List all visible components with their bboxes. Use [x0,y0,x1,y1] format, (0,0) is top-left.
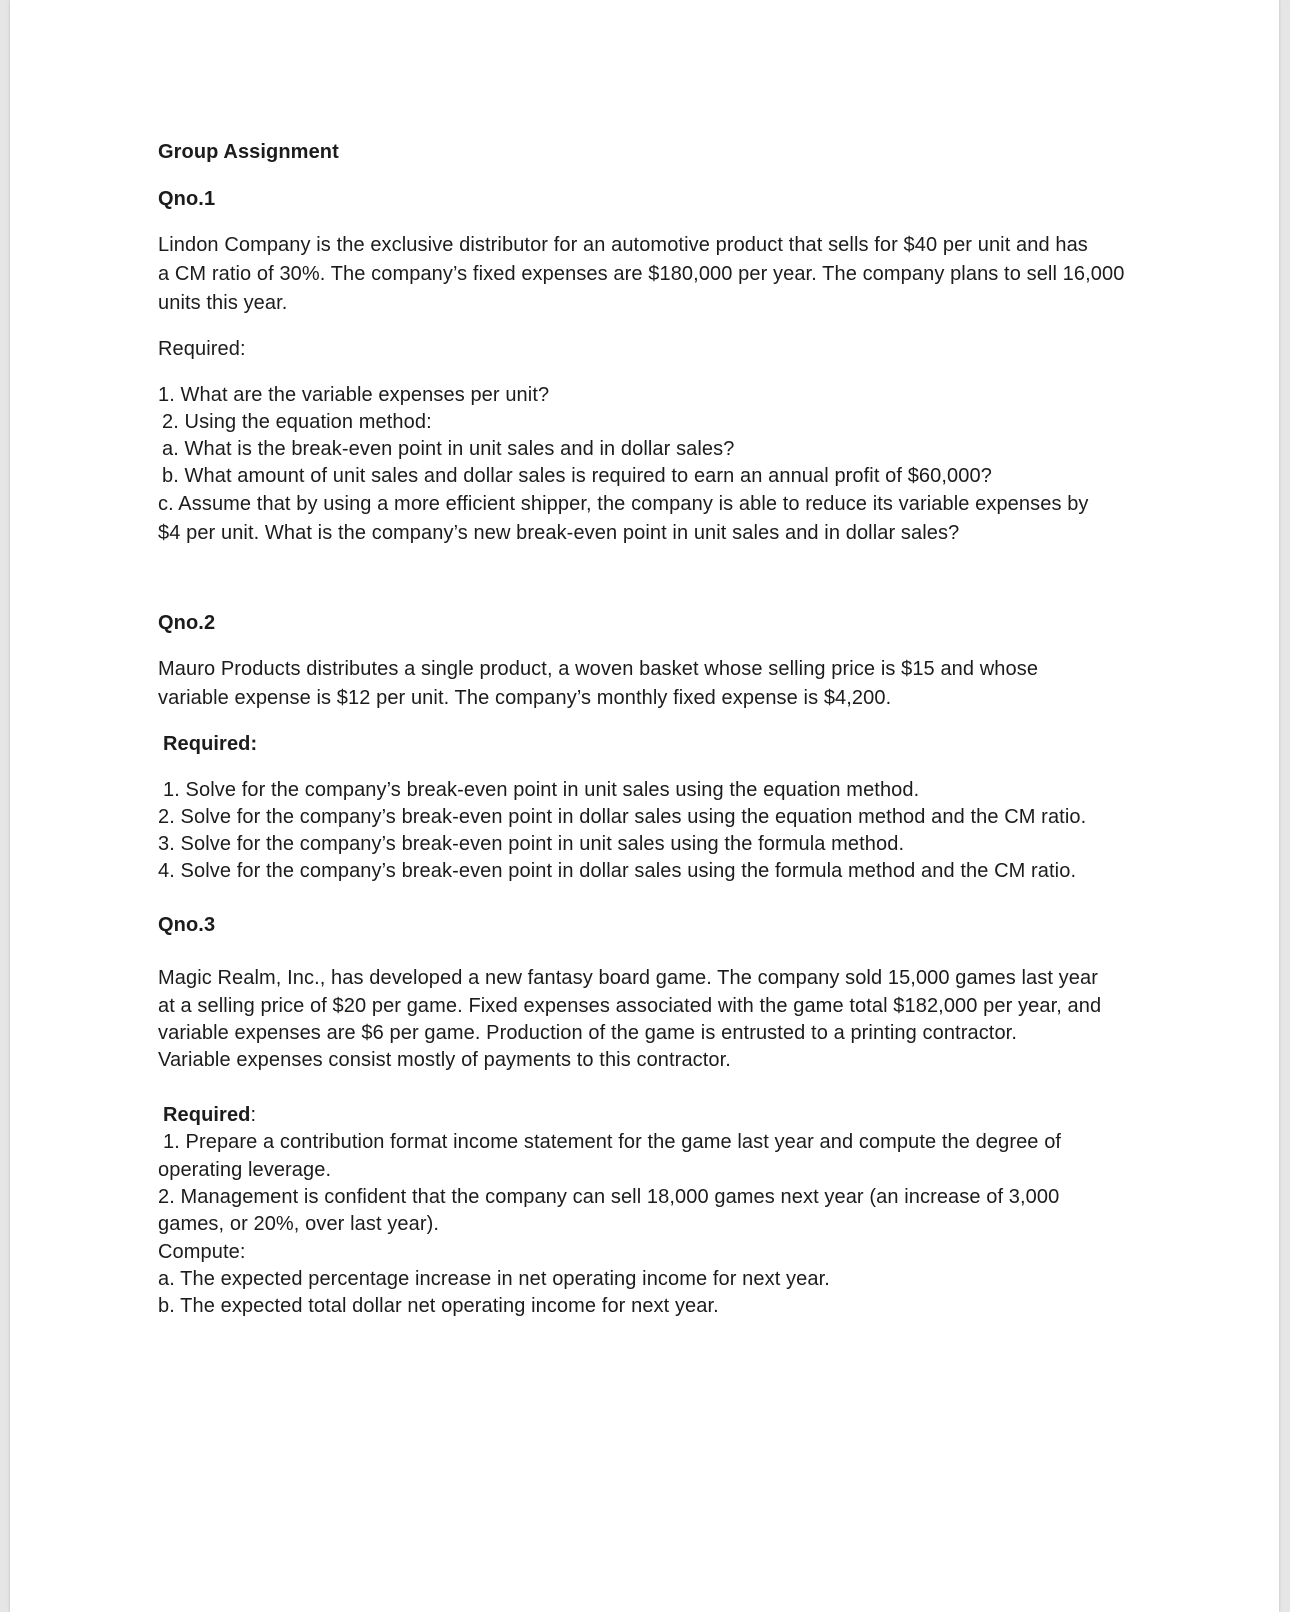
q3-paragraph-line: Magic Realm, Inc., has developed a new fantasy board game. The company sold 15,000 games last year [158,967,1098,989]
q3-paragraph-line: variable expenses are $6 per game. Production of the game is entrusted to a printing contractor. [158,1022,1017,1044]
q1-item: 2. Using the equation method: [162,411,432,433]
q2-item: 1. Solve for the company’s break-even point in unit sales using the equation method. [163,779,920,801]
q3-item: 2. Management is confident that the company can sell 18,000 games next year (an increase of 3,000 [158,1186,1060,1208]
q2-item: 4. Solve for the company’s break-even point in dollar sales using the formula method and the CM ratio. [158,860,1077,882]
q3-item: 1. Prepare a contribution format income statement for the game last year and compute the degree of [163,1131,1062,1153]
q3-item: Compute: [158,1241,246,1263]
q2-paragraph-line: Mauro Products distributes a single product, a woven basket whose selling price is $15 and whose [158,658,1039,680]
q3-required-text: Required [163,1104,251,1126]
q3-required-colon: : [250,1104,257,1126]
q3-heading: Qno.3 [158,914,216,936]
q2-item: 2. Solve for the company’s break-even point in dollar sales using the equation method and the CM ratio. [158,806,1087,828]
q1-item: 1. What are the variable expenses per unit? [158,384,550,406]
q3-item: a. The expected percentage increase in net operating income for next year. [158,1268,830,1290]
q1-item: c. Assume that by using a more efficient shipper, the company is able to reduce its variable expenses by [158,493,1089,515]
q3-item: operating leverage. [158,1159,332,1181]
q1-paragraph-line: Lindon Company is the exclusive distributor for an automotive product that sells for $40 per unit and has [158,234,1088,256]
q2-paragraph-line: variable expense is $12 per unit. The company’s monthly fixed expense is $4,200. [158,687,892,709]
q2-heading: Qno.2 [158,612,216,634]
q3-required-label [163,1103,256,1127]
q3-item: games, or 20%, over last year). [158,1213,439,1235]
q1-item: b. What amount of unit sales and dollar sales is required to earn an annual profit of $60,000? [162,465,992,487]
q2-required-label: Required: [163,733,258,755]
q3-paragraph-line: at a selling price of $20 per game. Fixed expenses associated with the game total $182,000 per year, and [158,995,1102,1017]
q3-item: b. The expected total dollar net operating income for next year. [158,1295,719,1317]
document-page [10,0,1279,1612]
q1-item: a. What is the break-even point in unit sales and in dollar sales? [162,438,735,460]
q1-paragraph-line: units this year. [158,292,288,314]
q1-item: $4 per unit. What is the company’s new break-even point in unit sales and in dollar sales? [158,522,960,544]
q3-paragraph-line: Variable expenses consist mostly of payments to this contractor. [158,1049,731,1071]
q1-required-label: Required: [158,338,246,360]
document-title: Group Assignment [158,141,339,163]
q1-paragraph-line: a CM ratio of 30%. The company’s fixed expenses are $180,000 per year. The company plans to sell 16,000 [158,263,1125,285]
q2-item: 3. Solve for the company’s break-even point in unit sales using the formula method. [158,833,905,855]
q1-heading: Qno.1 [158,188,216,210]
